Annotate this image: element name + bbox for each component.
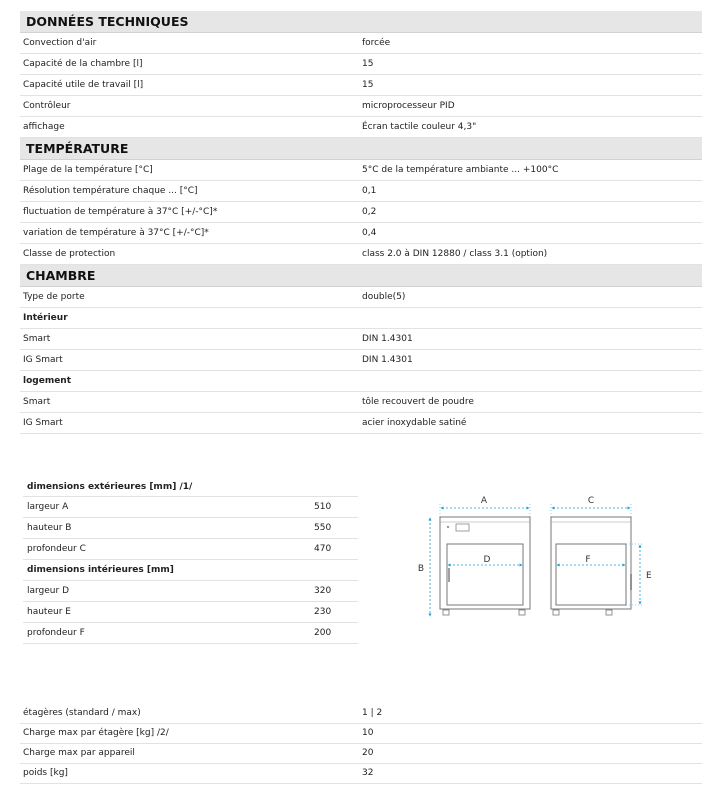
foot bbox=[519, 610, 525, 615]
spec-label: IG Smart bbox=[23, 418, 63, 428]
dimension-label: largeur D bbox=[27, 586, 70, 596]
spec-subheading: logement bbox=[23, 376, 72, 386]
spec-value: 20 bbox=[362, 748, 374, 758]
spec-label: IG Smart bbox=[23, 355, 63, 365]
spec-row bbox=[20, 244, 702, 265]
dimensions-interior-heading: dimensions intérieures [mm] bbox=[27, 565, 174, 575]
spec-label: fluctuation de température à 37°C [+/-°C]* bbox=[23, 207, 218, 217]
spec-value: 15 bbox=[362, 80, 374, 90]
section-header-technical-data: DONNÉES TECHNIQUES bbox=[20, 11, 702, 33]
spec-label: Classe de protection bbox=[23, 249, 116, 259]
spec-row bbox=[20, 744, 702, 764]
spec-value: tôle recouvert de poudre bbox=[362, 397, 474, 407]
dimension-label-d: D bbox=[483, 555, 491, 565]
spec-value: Écran tactile couleur 4,3" bbox=[362, 122, 477, 132]
spec-value: DIN 1.4301 bbox=[362, 355, 413, 365]
dimension-label: largeur A bbox=[27, 502, 69, 512]
spec-row bbox=[20, 181, 702, 202]
spec-label: Convection d'air bbox=[23, 38, 97, 48]
spec-label: Capacité de la chambre [l] bbox=[23, 59, 143, 69]
spec-value: 15 bbox=[362, 59, 374, 69]
foot bbox=[443, 610, 449, 615]
spec-row bbox=[20, 350, 702, 371]
section-header-temperature: TEMPÉRATURE bbox=[20, 138, 702, 160]
cabinet-side-body bbox=[551, 517, 631, 609]
spec-row bbox=[20, 117, 702, 138]
spec-row bbox=[20, 160, 702, 181]
dimension-value: 510 bbox=[314, 502, 332, 512]
dimension-diagram bbox=[410, 492, 660, 622]
spec-value: 32 bbox=[362, 768, 374, 778]
spec-row bbox=[20, 764, 702, 784]
spec-row bbox=[20, 329, 702, 350]
spec-label: Type de porte bbox=[23, 292, 85, 302]
dimension-value: 470 bbox=[314, 544, 332, 554]
dimension-label: profondeur C bbox=[27, 544, 86, 554]
spec-row bbox=[20, 704, 702, 724]
dimension-row bbox=[23, 539, 358, 560]
spec-row bbox=[20, 413, 702, 434]
spec-subheading-row bbox=[20, 371, 702, 392]
spec-label: Contrôleur bbox=[23, 101, 71, 111]
dimension-label-a: A bbox=[480, 496, 488, 506]
side-view bbox=[551, 496, 652, 615]
spec-value: 0,4 bbox=[362, 228, 377, 238]
spec-row bbox=[20, 287, 702, 308]
spec-table bbox=[20, 11, 702, 434]
spec-row bbox=[20, 75, 702, 96]
spec-label: Smart bbox=[23, 334, 51, 344]
spec-label: Plage de la température [°C] bbox=[23, 165, 153, 175]
spec-label: Résolution température chaque ... [°C] bbox=[23, 186, 198, 196]
dimension-row bbox=[23, 623, 358, 644]
spec-row bbox=[20, 724, 702, 744]
dimension-value: 200 bbox=[314, 628, 332, 638]
spec-subheading-row bbox=[23, 478, 358, 497]
spec-value: acier inoxydable satiné bbox=[362, 418, 467, 428]
spec-value: double(5) bbox=[362, 292, 406, 302]
dimension-label-b: B bbox=[417, 564, 425, 574]
spec-label: Charge max par appareil bbox=[23, 748, 135, 758]
dimensions-exterior-heading: dimensions extérieures [mm] /1/ bbox=[27, 482, 193, 492]
spec-subheading-row bbox=[20, 308, 702, 329]
dimension-label: profondeur F bbox=[27, 628, 85, 638]
spec-row bbox=[20, 54, 702, 75]
spec-value: 0,1 bbox=[362, 186, 377, 196]
load-spec-table bbox=[20, 704, 702, 784]
section-header-chamber: CHAMBRE bbox=[20, 265, 702, 287]
dimension-label-f: F bbox=[585, 555, 591, 565]
spec-label: étagères (standard / max) bbox=[23, 708, 141, 718]
dimension-row bbox=[23, 497, 358, 518]
spec-label: poids [kg] bbox=[23, 768, 68, 778]
spec-row bbox=[20, 223, 702, 244]
dimension-row bbox=[23, 518, 358, 539]
dimension-value: 230 bbox=[314, 607, 332, 617]
front-view bbox=[418, 496, 530, 615]
spec-value: microprocesseur PID bbox=[362, 101, 455, 111]
spec-value: class 2.0 à DIN 12880 / class 3.1 (option) bbox=[362, 249, 548, 259]
dimension-row bbox=[23, 602, 358, 623]
spec-value: 5°C de la température ambiante ... +100°C bbox=[362, 165, 559, 175]
spec-subheading: Intérieur bbox=[23, 313, 68, 323]
dimension-value: 550 bbox=[314, 523, 332, 533]
spec-value: forcée bbox=[362, 38, 391, 48]
dimension-label-e: E bbox=[646, 571, 652, 581]
spec-row bbox=[20, 96, 702, 117]
foot bbox=[606, 610, 612, 615]
spec-label: Capacité utile de travail [l] bbox=[23, 80, 144, 90]
spec-value: DIN 1.4301 bbox=[362, 334, 413, 344]
spec-row bbox=[20, 392, 702, 413]
spec-value: 0,2 bbox=[362, 207, 377, 217]
dimension-label: hauteur B bbox=[27, 523, 72, 533]
spec-row bbox=[20, 33, 702, 54]
spec-label: Charge max par étagère [kg] /2/ bbox=[23, 728, 169, 738]
spec-row bbox=[20, 202, 702, 223]
dimension-row bbox=[23, 581, 358, 602]
dimensions-table bbox=[23, 478, 358, 644]
spec-value: 10 bbox=[362, 728, 374, 738]
spec-label: Smart bbox=[23, 397, 51, 407]
spec-value: 1 | 2 bbox=[362, 708, 383, 718]
dimension-label: hauteur E bbox=[27, 607, 71, 617]
dimension-value: 320 bbox=[314, 586, 332, 596]
spec-label: affichage bbox=[23, 122, 65, 132]
dimension-label-c: C bbox=[587, 496, 595, 506]
spec-label: variation de température à 37°C [+/-°C]* bbox=[23, 228, 209, 238]
foot bbox=[553, 610, 559, 615]
spec-subheading-row bbox=[23, 560, 358, 581]
